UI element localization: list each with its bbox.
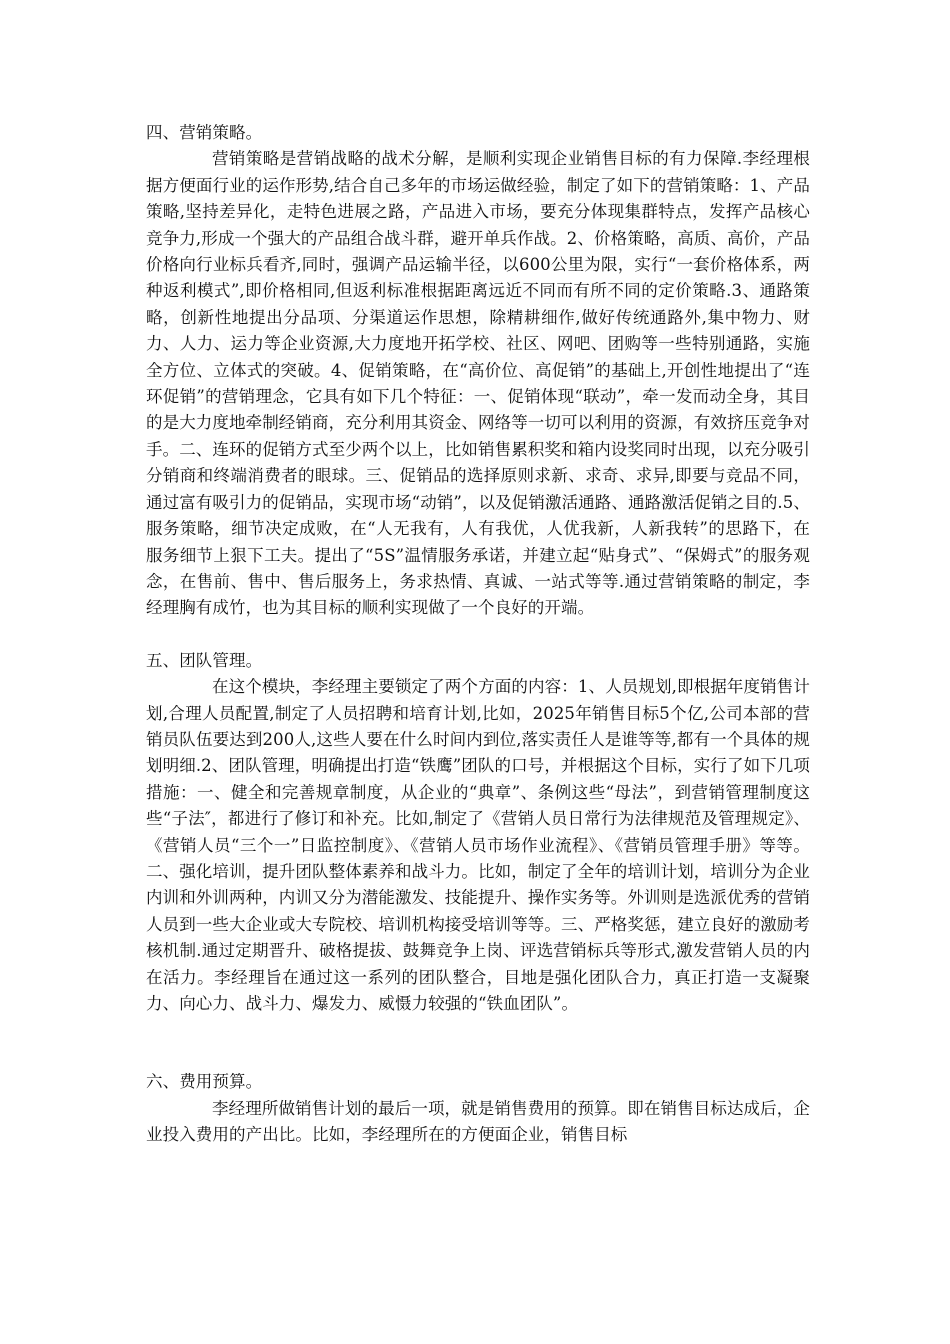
section-heading-team-management: 五、团队管理。 — [146, 650, 263, 670]
paragraph-spacer — [146, 1017, 810, 1069]
section-heading-marketing-strategy: 四、营销策略。 — [146, 123, 263, 142]
section-paragraph-marketing-strategy: 营销策略是营销战略的战术分解，是顺利实现企业销售目标的有力保障.李经理根据方便面行业的运作形势,结合自己多年的市场运做经验，制定了如下的营销策略：1、产品策略,坚持差异化，走特色进展之路，产品进入市场，要充分体现集群特点，发挥产品核心竞争力,形成一个强大的产品组合战斗群，避开单兵作战。2、价格策略，高质、高价，产品价格向行业标兵看齐,同时，强调产品运输半径，以600公里为限，实行“一套价格体系，两种返利模式”,即价格相同,但返利标准根据距离远近不同而有所不同的定价策略.3、通路策略，创新性地提出分品项、分渠道运作思想，除精耕细作,做好传统通路外,集中物力、财力、人力、运力等企业资源,大力度地开拓学校、社区、网吧、团购等一些特别通路，实施全方位、立体式的突破。4、促销策略，在“高价位、高促销”的基础上,开创性地提出了“连环促销”的营销理念，它具有如下几个特征：一、促销体现“联动”，牵一发而动全身，其目的是大力度地牵制经销商，充分利用其资金、网络等一切可以利用的资源，有效挤压竞争对手。二、连环的促销方式至少两个以上，比如销售累积奖和箱内设奖同时出现，以充分吸引分销商和终端消费者的眼球。三、促销品的选择原则求新、求奇、求异,即要与竞品不同，通过富有吸引力的促销品，实现市场“动销”，以及促销激活通路、通路激活促销之目的.5、服务策略，细节决定成败，在“人无我有，人有我优，人优我新，人新我转”的思路下，在服务细节上狠下工夫。提出了“5S”温情服务承诺，并建立起“贴身式”、“保姆式”的服务观念，在售前、售中、售后服务上，务求热情、真诚、一站式等等.通过营销策略的制定，李经理胸有成竹，也为其目标的顺利实现做了一个良好的开端。 — [146, 149, 810, 618]
paragraph-spacer — [146, 622, 810, 648]
document-body — [146, 120, 810, 1149]
section-paragraph-team-management: 在这个模块，李经理主要锁定了两个方面的内容：1、人员规划,即根据年度销售计划,合理人员配置,制定了人员招聘和培育计划,比如，2025年销售目标5个亿,公司本部的营销员队伍要达到200人,这些人要在什么时间内到位,落实责任人是谁等等,都有一个具体的规划明细.2、团队管理，明确提出打造“铁鹰”团队的口号，并根据这个目标，实行了如下几项措施：一、健全和完善规章制度，从企业的“典章”、条例这些“母法”，到营销管理制度这些“子法″，都进行了修订和补充。比如,制定了《营销人员日常行为法律规范及管理规定》、《营销人员“三个一”日监控制度》、《营销人员市场作业流程》、《营销员管理手册》等等。二、强化培训，提升团队整体素养和战斗力。比如，制定了全年的培训计划，培训分为企业内训和外训两种，内训又分为潜能激发、技能提升、操作实务等。外训则是选派优秀的营销人员到一些大企业或大专院校、培训机构接受培训等等。三、严格奖惩，建立良好的激励考核机制.通过定期晋升、破格提拔、鼓舞竞争上岗、评选营销标兵等形式,激发营销人员的内在活力。李经理旨在通过这一系列的团队整合，目地是强化团队合力，真正打造一支凝聚力、向心力、战斗力、爆发力、威慑力较强的“铁血团队”。 — [146, 677, 810, 1013]
section-paragraph-expense-budget: 李经理所做销售计划的最后一项，就是销售费用的预算。即在销售目标达成后，企业投入费用的产出比。比如，李经理所在的方便面企业，销售目标 — [146, 1098, 810, 1145]
section-heading-expense-budget: 六、费用预算。 — [146, 1072, 263, 1092]
